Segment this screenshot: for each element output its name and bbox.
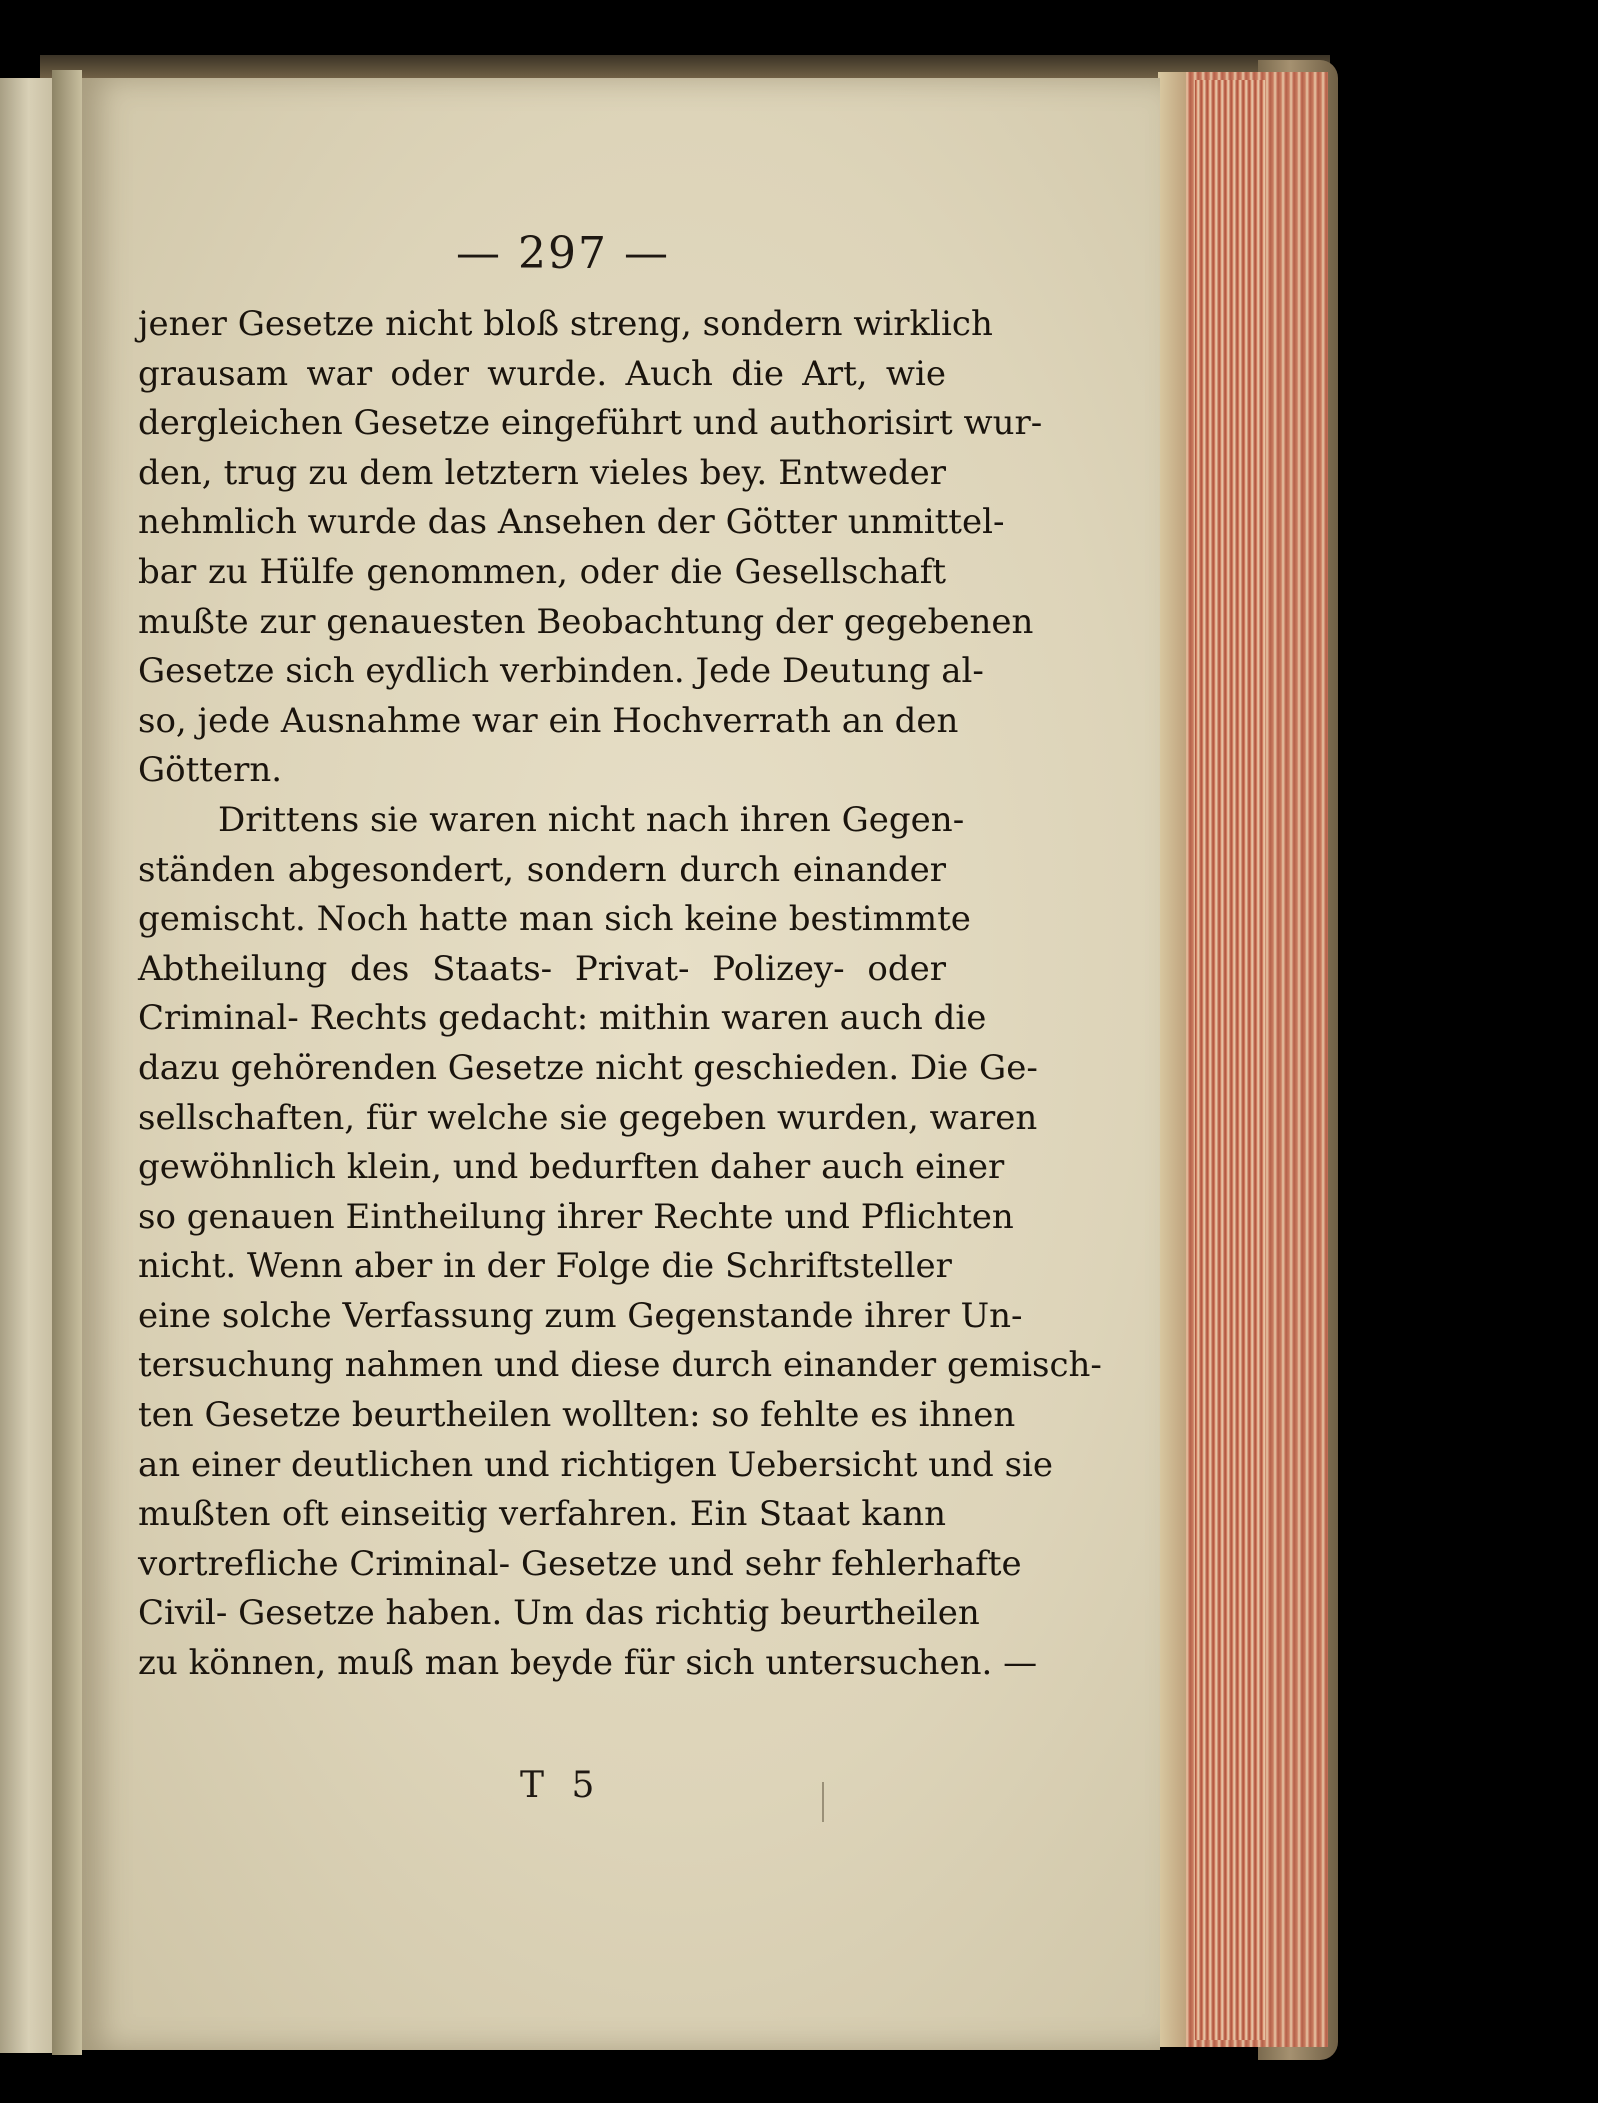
page-body-text (138, 300, 1102, 1689)
text-line: ten Gesetze beurtheilen wollten: so fehlte es ihnen (138, 1395, 1016, 1436)
page-block-inner-edge (1158, 72, 1186, 2047)
text-line: Criminal- Rechts gedacht: mithin waren auch die (138, 998, 987, 1039)
text-line: tersuchung nahmen und diese durch einander gemisch- (138, 1345, 1102, 1386)
text-line: gemischt. Noch hatte man sich keine bestimmte (138, 899, 971, 940)
text-line: mußten oft einseitig verfahren. Ein Staat kann (138, 1494, 946, 1535)
text-line: dergleichen Gesetze eingeführt und authorisirt wur- (138, 403, 1043, 444)
text-line: vortrefliche Criminal- Gesetze und sehr fehlerhafte (138, 1543, 1022, 1584)
text-line: sellschaften, für welche sie gegeben wurden, waren (138, 1097, 1038, 1138)
text-line: den, trug zu dem letztern vieles bey. Entweder (138, 452, 946, 493)
text-line: ständen abgesondert, sondern durch einander (138, 849, 946, 890)
text-line: Drittens sie waren nicht nach ihren Gegen- (218, 799, 965, 840)
text-line: bar zu Hülfe genommen, oder die Gesellschaft (138, 551, 946, 592)
text-line: eine solche Verfassung zum Gegenstande ihrer Un- (138, 1295, 1023, 1336)
pencil-mark (822, 1782, 824, 1822)
text-line: Göttern. (138, 750, 283, 791)
text-line: dazu gehörenden Gesetze nicht geschieden. Die Ge- (138, 1047, 1038, 1088)
text-line: Civil- Gesetze haben. Um das richtig beurtheilen (138, 1593, 980, 1634)
text-line: Abtheilung des Staats- Privat- Polizey- oder (138, 948, 946, 989)
text-line: jener Gesetze nicht bloß streng, sondern wirklich (138, 304, 993, 344)
text-line: grausam war oder wurde. Auch die Art, wie (138, 353, 946, 394)
page-block-red-edges (1195, 80, 1265, 2040)
text-line: Gesetze sich eydlich verbinden. Jede Deutung al- (138, 651, 984, 692)
spine-gutter (52, 70, 82, 2055)
page-number: — 297 — (456, 228, 670, 279)
signature-mark: T 5 (520, 1765, 603, 1806)
text-line: mußte zur genauesten Beobachtung der gegebenen (138, 601, 1034, 642)
text-line: gewöhnlich klein, und bedurften daher auch einer (138, 1147, 1005, 1188)
text-line: an einer deutlichen und richtigen Uebersicht und sie (138, 1444, 1054, 1485)
text-line: zu können, muß man beyde für sich untersuchen. — (138, 1643, 1038, 1684)
text-line: so, jede Ausnahme war ein Hochverrath an den (138, 700, 959, 741)
text-line: nicht. Wenn aber in der Folge die Schriftsteller (138, 1246, 952, 1287)
left-page-sliver (0, 78, 55, 2053)
text-line: so genauen Eintheilung ihrer Rechte und Pflichten (138, 1196, 1014, 1237)
text-line: nehmlich wurde das Ansehen der Götter unmittel- (138, 502, 1005, 543)
